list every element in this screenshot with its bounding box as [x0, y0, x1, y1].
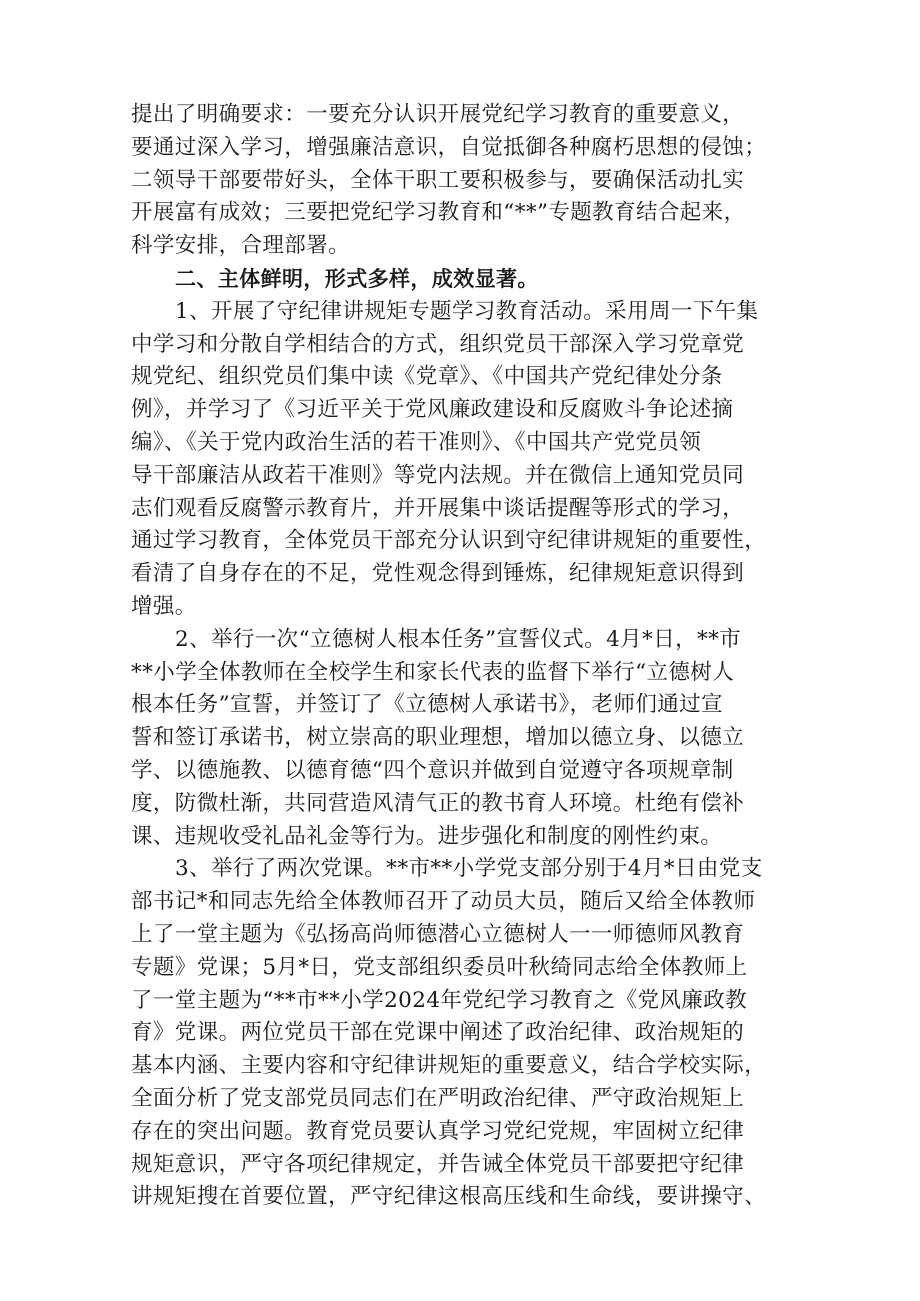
- text-line: 编》、《关于党内政治生活的若干准则》、《中国共产党党员领: [131, 429, 702, 455]
- text-line: 上了一堂主题为《弘扬高尚师德潜心立德树人一一师德师风教育: [131, 921, 745, 947]
- text-line: 要通过深入学习，增强廉洁意识，自觉抵御各种腐朽思想的侵蚀；: [131, 134, 767, 160]
- text-line: 规党纪、组织党员们集中读《党章》、《中国共产党纪律处分条: [131, 364, 723, 390]
- text-line: 提出了明确要求：一要充分认识开展党纪学习教育的重要意义，: [131, 102, 745, 127]
- text-line: 开展富有成效；三要把党纪学习教育和“**”专题教育结合起来，: [131, 200, 746, 226]
- text-line: 3、举行了两次党课。**市**小学党支部分别于4月*日由党支: [175, 856, 763, 882]
- text-line: 了一堂主题为“**市**小学2024年党纪学习教育之《党风廉政教: [131, 987, 748, 1013]
- text-line: 基本内涵、主要内容和守纪律讲规矩的重要意义，结合学校实际，: [131, 1053, 767, 1079]
- text-line: 学、以德施教、以德育德“四个意识并做到自觉遵守各项规章制: [131, 757, 734, 783]
- text-line: 2、举行一次“立德树人根本任务”宣誓仪式。4月*日，**市: [175, 626, 742, 652]
- text-line: 专题》党课；5月*日，党支部组织委员叶秋绮同志给全体教师上: [131, 954, 748, 980]
- document-body: [131, 99, 795, 1214]
- text-line: 科学安排，合理部署。: [131, 233, 351, 259]
- text-line: 育》党课。两位党员干部在党课中阐述了政治纪律、政治规矩的: [131, 1020, 745, 1046]
- text-line: 中学习和分散自学相结合的方式，组织党员干部深入学习党章党: [131, 331, 745, 357]
- text-line: 存在的突出问题。教育党员要认真学习党纪党规，牢固树立纪律: [131, 1118, 745, 1144]
- text-line: 部书记*和同志先给全体教师召开了动员大员，随后又给全体教师: [131, 889, 756, 915]
- text-line: 课、违规收受礼品礼金等行为。进步强化和制度的刚性约束。: [131, 823, 723, 849]
- text-line: 通过学习教育，全体党员干部充分认识到守纪律讲规矩的重要性，: [131, 528, 767, 554]
- text-line: 例》，并学习了《习近平关于党风廉政建设和反腐败斗争论述摘: [131, 397, 734, 423]
- text-line: 根本任务”宣誓，并签订了《立德树人承诺书》，老师们通过宣: [131, 692, 723, 718]
- text-line: **小学全体教师在全校学生和家长代表的监督下举行“立德树人: [131, 659, 735, 685]
- text-line: 导干部廉洁从政若干准则》等党内法规。并在微信上通知党员同: [131, 462, 745, 488]
- text-line: 看清了自身存在的不足，党性观念得到锤炼，纪律规矩意识得到: [131, 561, 745, 587]
- text-line: 誓和签订承诺书，树立崇高的职业理想，增加以德立身、以德立: [131, 725, 745, 751]
- text-line: 二领导干部要带好头，全体干职工要积极参与，要确保活动扎实: [131, 167, 745, 193]
- text-line: 1、开展了守纪律讲规矩专题学习教育活动。采用周一下午集: [175, 298, 759, 324]
- text-line: 规矩意识，严守各项纪律规定，并告诫全体党员干部要把守纪律: [131, 1151, 745, 1177]
- text-line: 志们观看反腐警示教育片，并开展集中谈话提醒等形式的学习，: [131, 495, 745, 521]
- text-line: 讲规矩搜在首要位置，严守纪律这根高压线和生命线，要讲操守、: [131, 1184, 767, 1210]
- text-line: 度，防微杜渐，共同营造风清气正的教书育人环境。杜绝有偿补: [131, 790, 745, 816]
- text-line: 全面分析了党支部党员同志们在严明政治纪律、严守政治规矩上: [131, 1085, 745, 1111]
- section-heading: 二、主体鲜明，形式多样，成效显著。: [175, 266, 539, 291]
- text-line: 增强。: [131, 593, 197, 619]
